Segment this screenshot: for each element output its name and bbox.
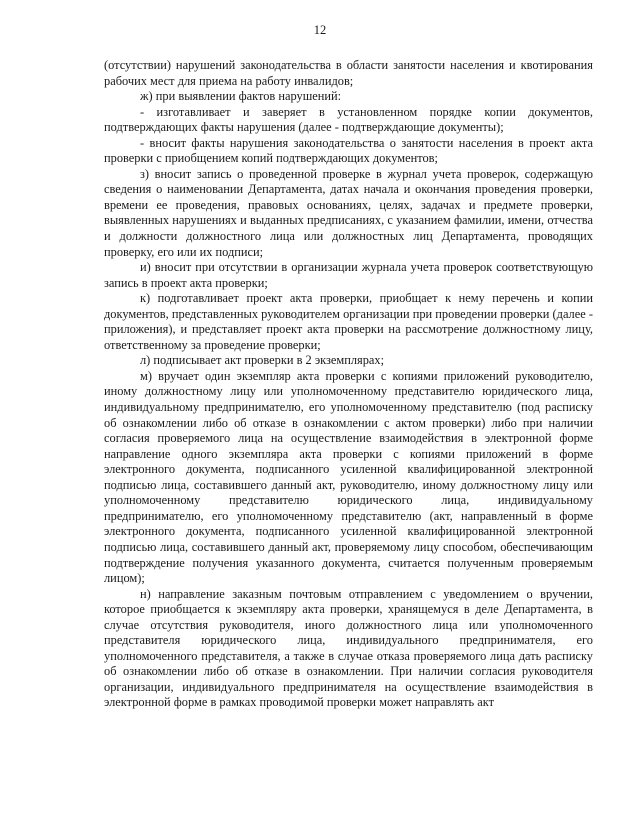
paragraph-item-l: л) подписывает акт проверки в 2 экземплярах; [140,353,385,368]
paragraph-subitem-violations: - вносит факты нарушения законодательства о занятости населения в проект акта проверки с приобщением копий подтверждающих документов; [104,135,593,166]
paragraph-item-n: н) направление заказным почтовым отправлением с уведомлением о вручении, которое приобщается к экземпляру акта проверки, хранящемуся в деле Департамента, в случае отсутствия руководителя, иного должностного лица или уполномоченного представителя юридического лица, индивидуального предпринимателя, его уполномоченного представителя, а также в случае отказа проверяемого лица дать расписку об ознакомлении либо об отказе в ознакомлении. При наличии согласия руководителя организации, индивидуального предпринимателя на осуществление взаимодействия в электронной форме в рамках проводимой проверки может направлять акт [104,586,593,710]
paragraph-subitem-copies: - изготавливает и заверяет в установленном порядке копии документов, подтверждающих факты нарушения (далее - подтверждающие документы); [104,104,593,135]
paragraph-item-k: к) подготавливает проект акта проверки, приобщает к нему перечень и копии документов, представленных руководителем организации при проведении проверки (далее - приложения), и представляет проект акта проверки на рассмотрение должностному лицу, ответственному за проведение проверки; [104,291,593,352]
paragraph-continuation: (отсутствии) нарушений законодательства в области занятости населения и квотирования рабочих мест для приема на работу инвалидов; [104,58,593,88]
page-number: 12 [313,23,327,37]
paragraph-item-zh: ж) при выявлении фактов нарушений: [140,89,342,104]
paragraph-item-i: и) вносит при отсутствии в организации журнала учета проверок соответствующую запись в проект акта проверки; [104,260,593,290]
document-body [104,58,593,711]
paragraph-item-m: м) вручает один экземпляр акта проверки с копиями приложений руководителю, иному должностному лицу или уполномоченному представителю юридического лица, индивидуальному предпринимателю, его уполномоченному представителю (под расписку об ознакомлении либо об отказе в ознакомлении с актом проверки) либо при наличии согласия проверяемого лица на осуществление взаимодействия в электронной форме направление одного экземпляра акта проверки с копиями приложений в форме электронного документа, подписанного усиленной квалифицированной электронной подписью лица, составившего данный акт, руководителю, иному должностному лицу или уполномоченному представителю юридического лица, индивидуальному предпринимателю, его уполномоченному представителю (акт, направленный в форме электронного документа, подписанного усиленной квалифицированной электронной подписью лица, составившего данный акт, проверяемому лицу способом, обеспечивающим подтверждение получения указанного документа, считается полученным проверяемым лицом); [104,368,593,586]
paragraph-item-z: з) вносит запись о проведенной проверке в журнал учета проверок, содержащую сведения о наименовании Департамента, датах начала и окончания проведения проверки, времени ее проведения, правовых основаниях, целях, задачах и предмете проверки, выявленных нарушениях и выданных предписаниях, с указанием фамилии, имени, отчества и должности должностного лица или должностных лиц Департамента, проводящих проверку, его или их подписи; [104,166,593,259]
